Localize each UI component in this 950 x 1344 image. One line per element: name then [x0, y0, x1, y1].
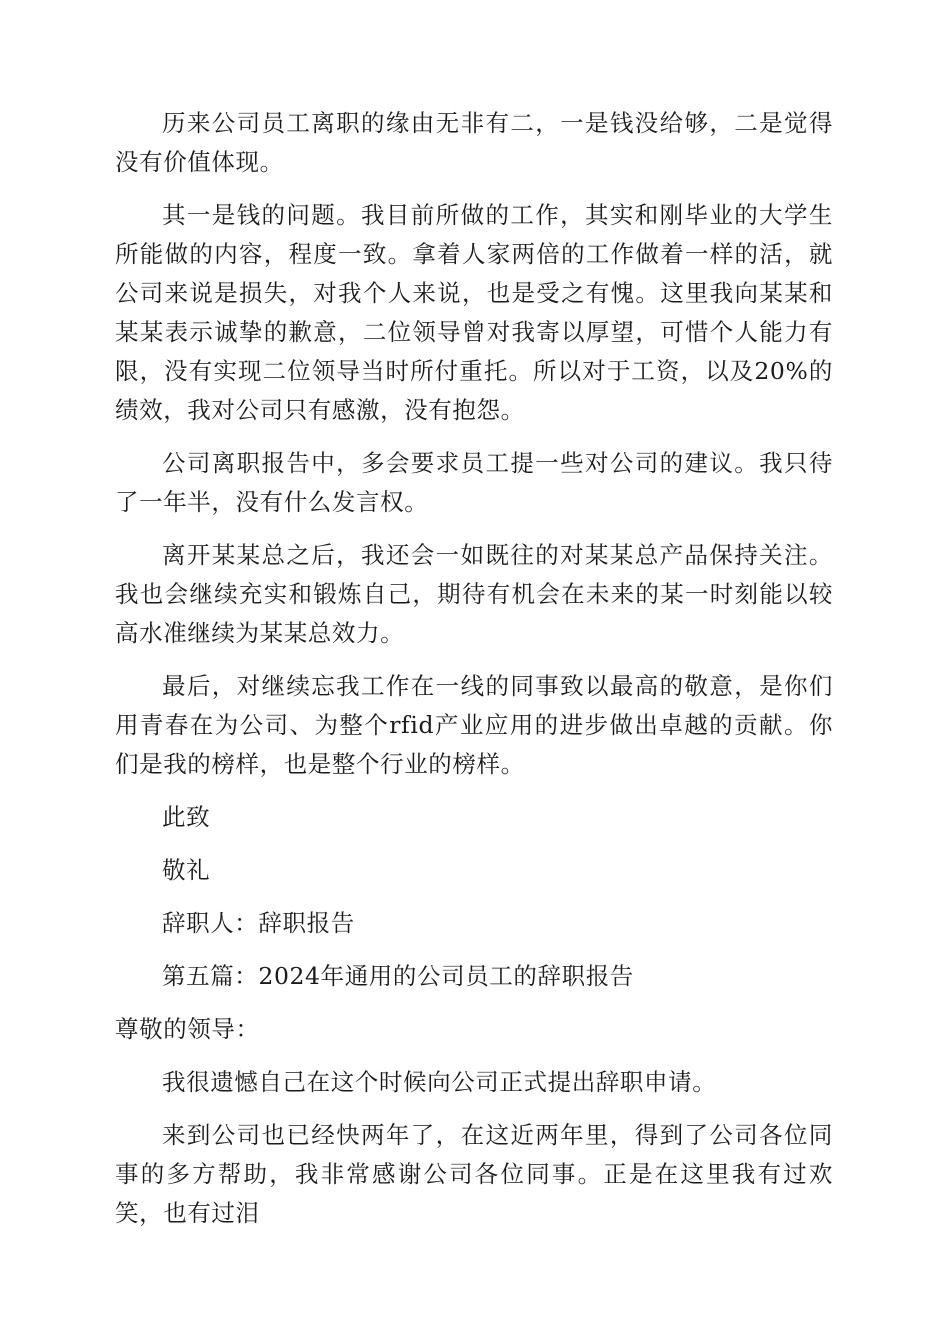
closing-jingli: 敬礼 [162, 856, 211, 884]
salutation: 尊敬的领导： [115, 1015, 260, 1043]
paragraph-money-issue: 其一是钱的问题。我目前所做的工作，其实和刚毕业的大学生所能做的内容，程度一致。拿着人家两倍的工作做着一样的活，就公司来说是损失，对我个人来说，也是受之有愧。这里我向某某和某某表示诚挚的歉意，二位领导曾对我寄以厚望，可惜个人能力有限，没有实现二位领导当时所付重托。所以对于工资，以及20%的绩效，我对公司只有感激，没有抱怨。 [115, 201, 833, 424]
paragraph-after-leaving: 离开某某总之后，我还会一如既往的对某某总产品保持关注。我也会继续充实和锻炼自己，期待有机会在未来的某一时刻能以较高水准继续为某某总效力。 [115, 541, 833, 647]
paragraph-suggestions: 公司离职报告中，多会要求员工提一些对公司的建议。我只待了一年半，没有什么发言权。 [115, 449, 833, 516]
paragraph-reasons-intro: 历来公司员工离职的缘由无非有二，一是钱没给够，二是觉得没有价值体现。 [115, 109, 833, 176]
paragraph-tribute: 最后，对继续忘我工作在一线的同事致以最高的敬意，是你们用青春在为公司、为整个rfid产业应用的进步做出卓越的贡献。你们是我的榜样，也是整个行业的榜样。 [115, 672, 833, 778]
paragraph-two-years: 来到公司也已经快两年了，在这近两年里，得到了公司各位同事的多方帮助，我非常感谢公司各位同事。正是在这里我有过欢笑，也有过泪 [115, 1121, 833, 1227]
section-heading-part-five: 第五篇：2024年通用的公司员工的辞职报告 [162, 962, 634, 990]
closing-cizhi: 此致 [162, 803, 211, 831]
document-body [115, 104, 833, 1247]
signature-line: 辞职人：辞职报告 [162, 909, 355, 937]
paragraph-resignation-request: 我很遗憾自己在这个时候向公司正式提出辞职申请。 [162, 1068, 717, 1096]
